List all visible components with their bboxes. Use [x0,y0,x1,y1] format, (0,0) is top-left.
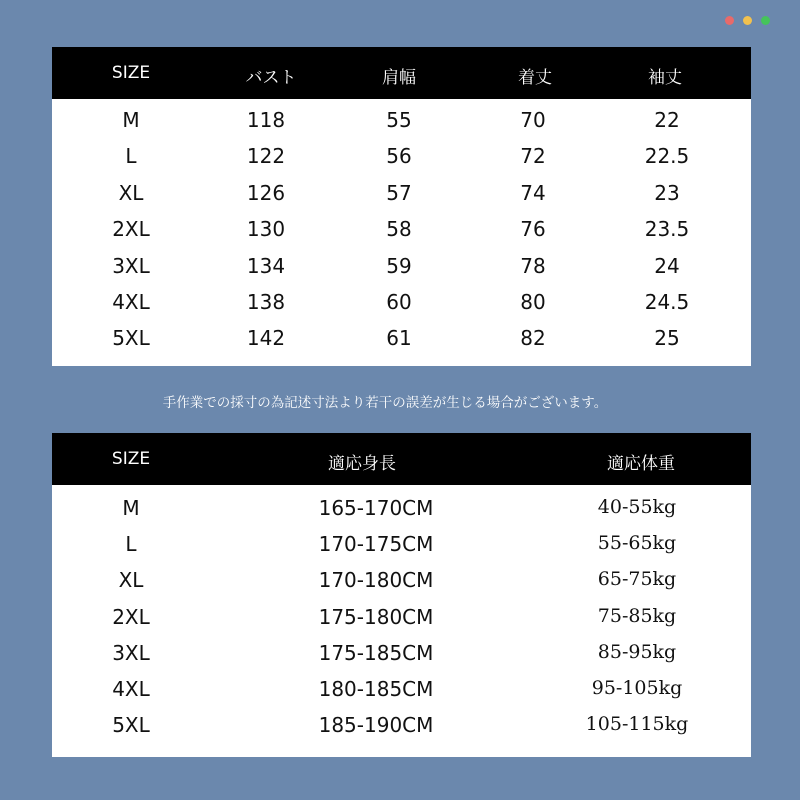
header-length: 着丈 [518,68,552,88]
table-cell: 55-65kg [597,532,677,555]
table-cell: 170-175CM [318,532,434,557]
table-cell: 3XL [112,253,150,278]
red-dot-icon [725,16,734,25]
green-dot-icon [761,16,770,25]
table-cell: 80 [520,290,546,314]
size-fit-table [52,433,751,757]
table-cell: 5XL [112,713,150,738]
table-cell: 65-75kg [597,568,677,591]
table-cell: 138 [246,290,286,314]
table-cell: 57 [386,180,412,205]
table-cell: 59 [386,253,412,278]
table-cell: 5XL [112,326,150,351]
table-cell: 24.5 [644,290,690,314]
size-measurements-table [52,47,751,366]
table-cell: 118 [246,108,286,132]
table-cell: 170-180CM [318,568,434,593]
table-cell: 2XL [112,604,150,629]
header-shoulder-width: 肩幅 [382,68,416,88]
header-bust: バスト [245,68,297,88]
table-cell: 82 [520,326,546,351]
window-dots [725,16,770,25]
header-size: SIZE [111,449,151,469]
table-cell: 85-95kg [597,640,677,663]
table-cell: 25 [654,326,680,351]
table-cell: 180-185CM [318,677,434,701]
table-cell: XL [118,568,144,593]
table-cell: 23 [654,180,680,205]
table-cell: 142 [246,326,286,351]
table-cell: 60 [386,290,412,314]
table-cell: 122 [246,144,286,169]
header-suitable-height: 適応身長 [328,454,396,474]
table-cell: 23.5 [644,217,690,242]
table-cell: 185-190CM [318,713,434,738]
table-cell: L [125,144,137,169]
table-cell: 4XL [112,290,150,314]
table-cell: 56 [386,144,412,169]
table-cell: M [122,108,140,132]
header-sleeve-length: 袖丈 [648,68,682,88]
table-cell: 22.5 [644,144,690,169]
table-cell: 105-115kg [585,713,689,736]
table-cell: 76 [520,217,546,242]
table-cell: 3XL [112,640,150,665]
table-header [52,433,751,485]
table-cell: XL [118,180,144,205]
header-size: SIZE [111,63,151,83]
yellow-dot-icon [743,16,752,25]
measurement-note: 手作業での採寸の為記述寸法より若干の誤差が生じる場合がございます。 [162,395,608,411]
table-cell: 78 [520,253,546,278]
table-cell: 95-105kg [591,677,683,699]
table-cell: 70 [520,108,546,132]
table-cell: 55 [386,108,412,132]
table-cell: 134 [246,253,286,278]
table-cell: 40-55kg [597,496,677,518]
table-cell: 126 [246,180,286,205]
table-cell: 75-85kg [597,604,677,627]
table-cell: 175-185CM [318,640,434,665]
table-cell: L [125,532,137,557]
table-cell: 4XL [112,677,150,701]
table-cell: 61 [386,326,412,351]
table-cell: 175-180CM [318,604,434,629]
table-header [52,47,751,99]
table-cell: 130 [246,217,286,242]
header-suitable-weight: 適応体重 [607,454,675,474]
table-cell: 165-170CM [318,496,434,520]
table-cell: 74 [520,180,546,205]
table-cell: 22 [654,108,680,132]
table-cell: 24 [654,253,680,278]
table-cell: 2XL [112,217,150,242]
table-cell: 72 [520,144,546,169]
table-cell: M [122,496,140,520]
table-cell: 58 [386,217,412,242]
